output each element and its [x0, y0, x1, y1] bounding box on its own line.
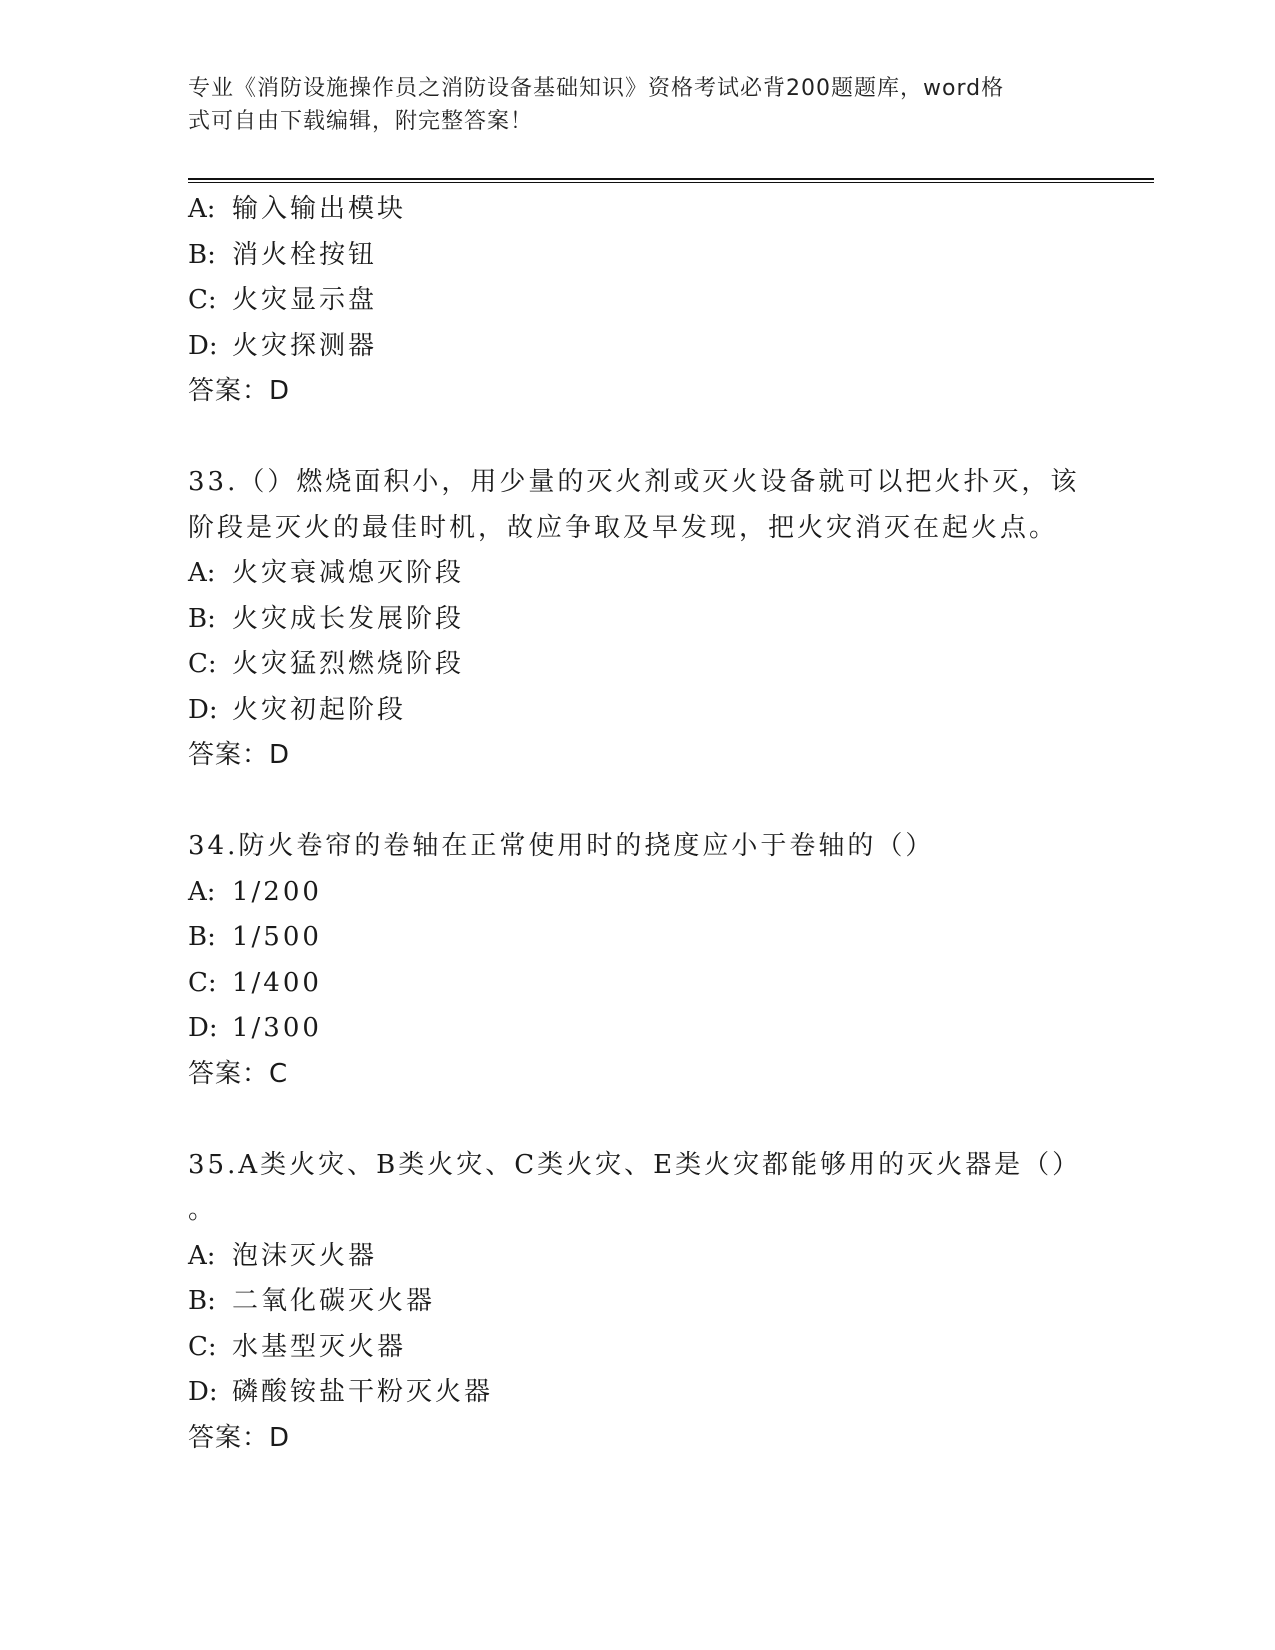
option-d [188, 1006, 1148, 1052]
option-prefix: A: [188, 1240, 216, 1271]
option-text: 二氧化碳灭火器 [232, 1286, 436, 1316]
answer-label: 答案：C [188, 1058, 289, 1089]
option-prefix: C: [188, 1331, 217, 1362]
option-prefix: D: [188, 1013, 218, 1043]
option-prefix: B: [188, 922, 216, 952]
option-b [188, 233, 1148, 279]
option-a [188, 870, 1148, 916]
option-text: 火灾探测器 [232, 330, 378, 361]
option-text: 1/300 [232, 1013, 322, 1043]
option-c [188, 278, 1148, 324]
question-stem: 35.A类火灾、B类火灾、C类火灾、E类火灾都能够用的灭火器是（） [188, 1149, 1082, 1180]
option-text: 火灾成长发展阶段 [232, 603, 465, 634]
option-prefix: A: [188, 876, 216, 907]
header-line-1: 专业《消防设施操作员之消防设备基础知识》资格考试必背200题题库，word格 [188, 76, 1005, 101]
option-prefix: D: [188, 330, 218, 361]
option-text: 磷酸铵盐干粉灭火器 [232, 1377, 494, 1407]
option-text: 水基型灭火器 [232, 1331, 407, 1362]
question-stem: 。 [188, 1195, 218, 1225]
option-prefix: C: [188, 649, 217, 679]
spacer [188, 779, 1148, 825]
option-text: 火灾猛烈燃烧阶段 [232, 649, 465, 679]
option-text: 火灾显示盘 [232, 285, 378, 315]
spacer [188, 415, 1148, 461]
option-prefix: B: [188, 239, 216, 270]
option-text: 火灾衰减熄灭阶段 [232, 558, 465, 588]
question-35 [188, 1143, 1148, 1462]
option-d [188, 688, 1148, 734]
option-b [188, 597, 1148, 643]
document-header [188, 72, 1078, 138]
option-text: 消火栓按钮 [232, 239, 378, 270]
question-34 [188, 824, 1148, 1097]
option-a [188, 551, 1148, 597]
option-prefix: D: [188, 1377, 218, 1407]
question-stem: 阶段是灭火的最佳时机，故应争取及早发现，把火灾消灭在起火点。 [188, 512, 1059, 543]
question-stem: 34.防火卷帘的卷轴在正常使用时的挠度应小于卷轴的（） [188, 831, 935, 861]
option-d [188, 1370, 1148, 1416]
option-b [188, 915, 1148, 961]
option-text: 1/200 [232, 876, 322, 907]
answer-label: 答案：D [188, 376, 291, 406]
option-text: 输入输出模块 [232, 194, 407, 224]
option-text: 1/500 [232, 922, 322, 952]
option-prefix: D: [188, 694, 218, 725]
option-prefix: B: [188, 1286, 216, 1316]
option-text: 1/400 [232, 967, 322, 998]
answer-label: 答案：D [188, 740, 291, 770]
answer-label: 答案：D [188, 1422, 291, 1453]
option-a [188, 187, 1148, 233]
option-prefix: A: [188, 194, 216, 224]
question-32 [188, 187, 1148, 415]
option-c [188, 642, 1148, 688]
question-list [188, 187, 1148, 1461]
header-line-2: 式可自由下载编辑，附完整答案！ [188, 109, 534, 134]
option-b [188, 1279, 1148, 1325]
option-c [188, 961, 1148, 1007]
option-prefix: B: [188, 603, 216, 634]
header-divider [188, 178, 1154, 183]
spacer [188, 1097, 1148, 1143]
option-text: 火灾初起阶段 [232, 694, 407, 725]
option-prefix: A: [188, 558, 216, 588]
option-c [188, 1325, 1148, 1371]
option-text: 泡沫灭火器 [232, 1240, 378, 1271]
question-stem: 33.（）燃烧面积小，用少量的灭火剂或灭火设备就可以把火扑灭，该 [188, 467, 1080, 497]
option-prefix: C: [188, 285, 217, 315]
question-33 [188, 460, 1148, 779]
option-a [188, 1234, 1148, 1280]
option-prefix: C: [188, 967, 217, 998]
option-d [188, 324, 1148, 370]
